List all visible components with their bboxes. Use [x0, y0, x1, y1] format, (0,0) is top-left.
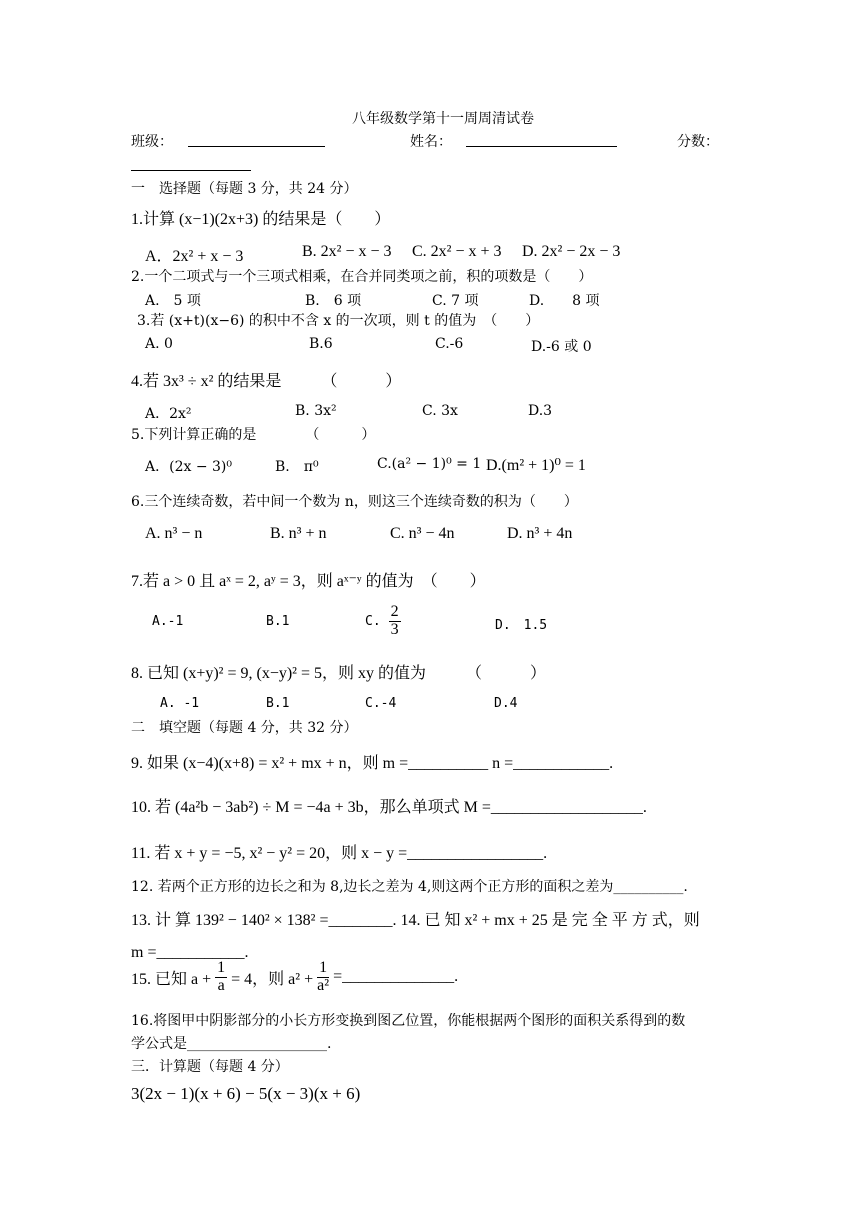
q2-stem: 2.一个二项式与一个三项式相乘，在合并同类项之前，积的项数是（ ）	[131, 269, 593, 285]
q15	[131, 960, 458, 995]
q5-option-d: D.(m² + 1)⁰ = 1	[486, 457, 586, 474]
q1-option-a: A．2x² + x − 3	[145, 248, 244, 265]
q16-line-2: 学公式是____________________.	[131, 1036, 332, 1052]
q7-stem: 7.若 a > 0 且 aˣ = 2, aʸ = 3，则 aˣ⁻ʸ 的值为 （ ）	[131, 573, 486, 590]
q2-option-a: A. 5 项	[145, 293, 201, 309]
q1-stem: 1.计算 (x−1)(2x+3) 的结果是（ ）	[131, 211, 391, 228]
score-blank[interactable]	[131, 158, 251, 171]
q6-option-d: D. n³ + 4n	[507, 525, 573, 542]
q15-fraction-1-denominator: a	[217, 976, 225, 994]
q7-option-c-fraction	[389, 604, 401, 639]
q6-option-c: C. n³ − 4n	[390, 525, 455, 542]
q2-option-c: C. 7 项	[432, 293, 479, 309]
q17: 3(2x − 1)(x + 6) − 5(x − 3)(x + 6)	[131, 1084, 361, 1103]
q15-fraction-2-numerator: 1	[319, 959, 328, 976]
q3-option-b: B.6	[309, 336, 333, 352]
q15-prefix: 15. 已知 a +	[131, 970, 212, 988]
q15-middle: = 4，则 a² +	[231, 970, 314, 988]
q8-option-b: B.1	[266, 696, 290, 711]
q4-option-a: A．2x²	[145, 406, 192, 422]
page-title: 八年级数学第十一周周清试卷	[352, 111, 534, 127]
name-blank[interactable]	[466, 134, 617, 147]
q10: 10. 若 (4a²b − 3ab²) ÷ M = −4a + 3b，那么单项式 M =___________________.	[131, 799, 647, 816]
q1-option-c: C. 2x² − x + 3	[412, 243, 502, 260]
q15-fraction-1	[215, 960, 227, 995]
q4-option-c: C. 3x	[422, 403, 458, 419]
q8-option-c: C.-4	[365, 696, 397, 711]
q3-option-d: D.-6 或 0	[531, 339, 592, 355]
q1-option-b: B. 2x² − x − 3	[302, 243, 392, 260]
score-label: 分数：	[677, 134, 719, 150]
q5-option-a: A．(2x − 3)⁰	[145, 459, 232, 475]
q9: 9. 如果 (x−4)(x+8) = x² + mx + n，则 m =__________ n =____________.	[131, 755, 614, 772]
q7-option-c	[365, 604, 401, 639]
q7-option-c-prefix: C.	[365, 613, 381, 629]
q15-suffix: =______________.	[333, 968, 459, 986]
q15-fraction-2-denominator: a²	[317, 976, 330, 994]
q15-fraction-1-numerator: 1	[217, 959, 226, 976]
q15-fraction-2	[317, 960, 329, 995]
q4-option-d: D.3	[528, 403, 553, 419]
q6-option-b: B. n³ + n	[270, 525, 327, 542]
q2-option-d: D. 8 项	[529, 293, 600, 309]
q7-option-c-numerator: 2	[390, 603, 399, 620]
class-blank[interactable]	[188, 134, 325, 147]
q13-14: 13. 计 算 139² − 140² × 138² =________. 14. 已 知 x² + mx + 25 是 完 全 平 方 式，则	[131, 912, 700, 929]
q3-option-a: A. 0	[145, 336, 173, 352]
section-3-heading: 三．计算题（每题 4 分）	[131, 1059, 289, 1075]
q3-option-c: C.-6	[435, 336, 464, 352]
q3-stem: 3.若 (x+t)(x−6) 的积中不含 x 的一次项，则 t 的值为 （ ）	[137, 313, 540, 329]
q7-option-d: D. 1.5	[495, 618, 548, 633]
section-1-heading: 一 选择题（每题 3 分，共 24 分）	[131, 181, 358, 197]
section-2-heading: 二 填空题（每题 4 分，共 32 分）	[131, 720, 358, 736]
q5-option-c: C.(a² − 1)⁰ = 1	[377, 456, 482, 472]
q14-continuation: m =___________.	[131, 944, 249, 961]
q6-option-a: A. n³ − n	[145, 525, 203, 542]
q8-option-d: D.4	[494, 696, 518, 711]
q7-option-a: A.-1	[152, 614, 184, 629]
q4-option-b: B. 3x²	[295, 403, 337, 419]
q2-option-b: B. 6 项	[305, 293, 362, 309]
q5-stem: 5.下列计算正确的是 （ ）	[131, 427, 376, 443]
q6-stem: 6.三个连续奇数，若中间一个数为 n，则这三个连续奇数的积为（ ）	[131, 494, 578, 510]
q8-option-a: A. -1	[160, 696, 200, 711]
q16-line-1: 16.将图甲中阴影部分的小长方形变换到图乙位置，你能根据两个图形的面积关系得到的数	[131, 1013, 686, 1029]
q7-option-c-denominator: 3	[390, 620, 399, 638]
class-label: 班级：	[131, 134, 173, 150]
name-label: 姓名：	[410, 134, 452, 150]
q8-stem: 8. 已知 (x+y)² = 9, (x−y)² = 5，则 xy 的值为 （ ）	[131, 665, 547, 682]
q12: 12. 若两个正方形的边长之和为 8,边长之差为 4,则这两个正方形的面积之差为__________.	[131, 879, 688, 895]
q5-option-b: B. π⁰	[275, 459, 319, 475]
q4-stem: 4.若 3x³ ÷ x² 的结果是 （ ）	[131, 373, 402, 390]
q11: 11. 若 x + y = −5, x² − y² = 20，则 x − y =_________________.	[131, 845, 548, 862]
q1-option-d: D. 2x² − 2x − 3	[522, 243, 621, 260]
q7-option-b: B.1	[266, 614, 290, 629]
